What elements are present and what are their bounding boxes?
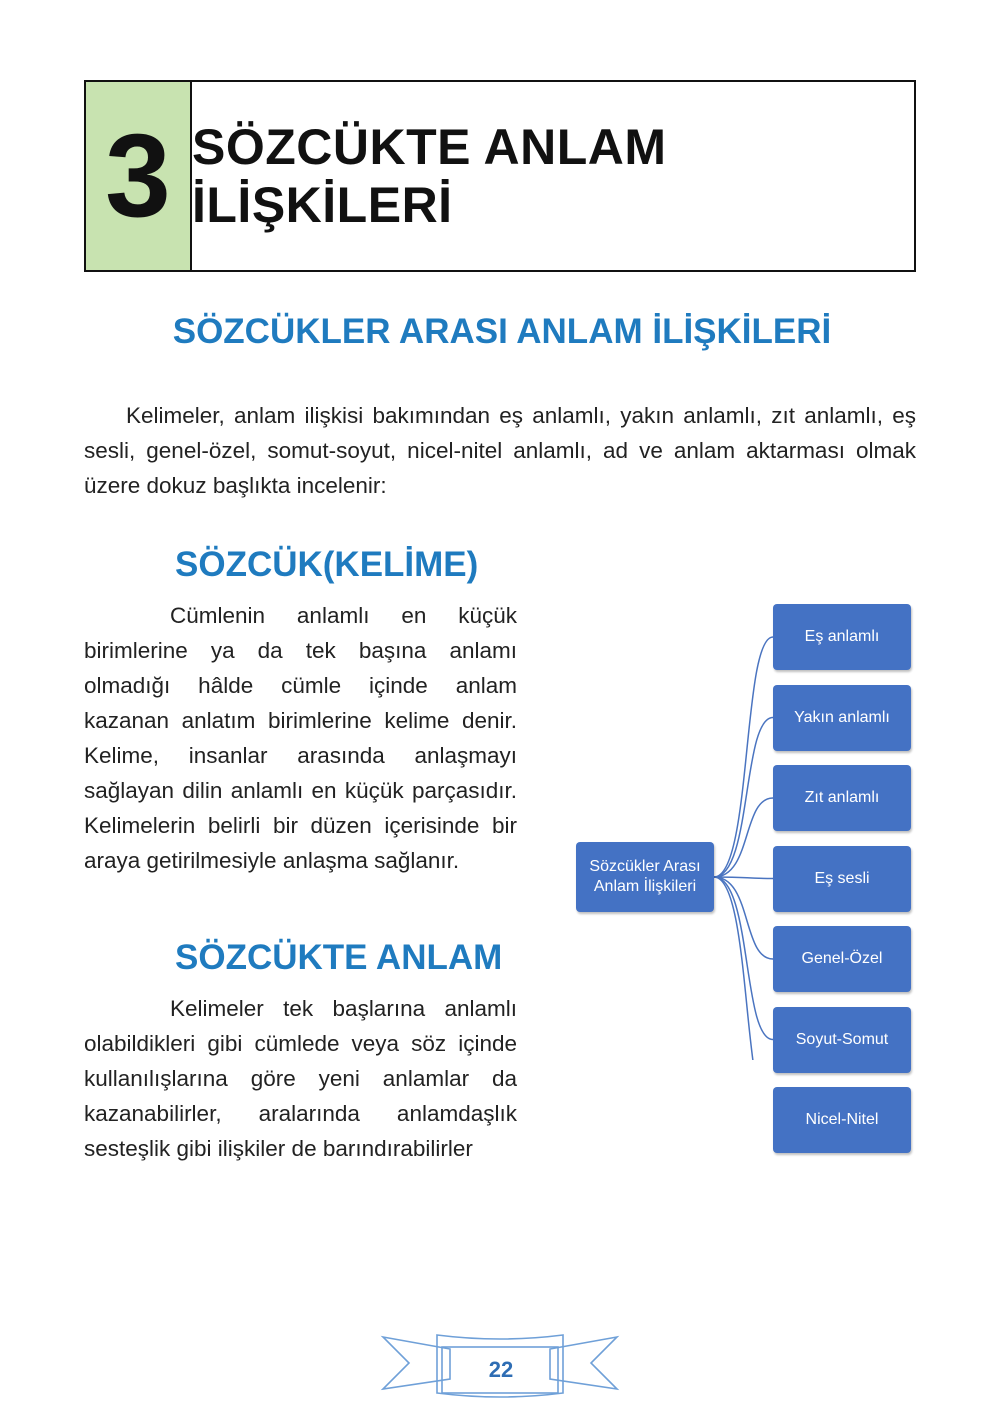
diagram-node-3: Eş sesli bbox=[773, 846, 911, 912]
diagram-node-1: Yakın anlamlı bbox=[773, 685, 911, 751]
sozcukte-anlam-paragraph: Kelimeler tek başlarına anlamlı olabildikleri gibi cümlede veya söz içinde kullanılışlarına göre yeni anlamlar da kazanabilirler, aralarında anlamdaşlık sesteşlik gibi ilişkiler de barındırabilirler bbox=[84, 996, 517, 1161]
kelime-heading: SÖZCÜK(KELİME) bbox=[175, 545, 479, 584]
sozcukte-anlam-heading: SÖZCÜKTE ANLAM bbox=[175, 938, 503, 977]
diagram-connector-0 bbox=[714, 637, 773, 877]
diagram-connector-4 bbox=[714, 877, 773, 959]
kelime-paragraph: Cümlenin anlamlı en küçük birimlerine ya da tek başına anlamı olmadığı hâlde cümle içinde anlam kazanan anlatım birimlerine kelime denir. Kelime, insanlar arasında anlaşmayı sağlayan dilin anlamlı en küçük parçasıdır. Kelimelerin belirli bir düzen içerisinde bir araya getirilmesiyle anlaşma sağlanır. bbox=[84, 603, 517, 873]
diagram-connector-5 bbox=[714, 877, 773, 1040]
diagram-root-node: Sözcükler Arası Anlam İlişkileri bbox=[576, 842, 714, 912]
section-title: SÖZCÜKLER ARASI ANLAM İLİŞKİLERİ bbox=[172, 312, 832, 351]
chapter-number: 3 bbox=[86, 82, 192, 270]
page-number: 22 bbox=[488, 1357, 514, 1382]
diagram-node-2: Zıt anlamlı bbox=[773, 765, 911, 831]
chapter-title: SÖZCÜKTE ANLAM İLİŞKİLERİ bbox=[192, 119, 667, 233]
diagram-connector-6 bbox=[714, 877, 773, 1060]
page-footer bbox=[375, 1325, 625, 1401]
chapter-header bbox=[84, 80, 916, 272]
intro-paragraph: Kelimeler, anlam ilişkisi bakımından eş anlamlı, yakın anlamlı, zıt anlamlı, eş sesli, genel-özel, somut-soyut, nicel-nitel anlamlı, ad ve anlam aktarması olmak üzere dokuz başlıkta incelenir: bbox=[84, 403, 916, 498]
diagram-connector-1 bbox=[714, 718, 773, 878]
diagram-node-4: Genel-Özel bbox=[773, 926, 911, 992]
diagram-node-0: Eş anlamlı bbox=[773, 604, 911, 670]
relations-diagram bbox=[570, 600, 920, 1128]
diagram-node-5: Soyut-Somut bbox=[773, 1007, 911, 1073]
diagram-node-6: Nicel-Nitel bbox=[773, 1087, 911, 1153]
